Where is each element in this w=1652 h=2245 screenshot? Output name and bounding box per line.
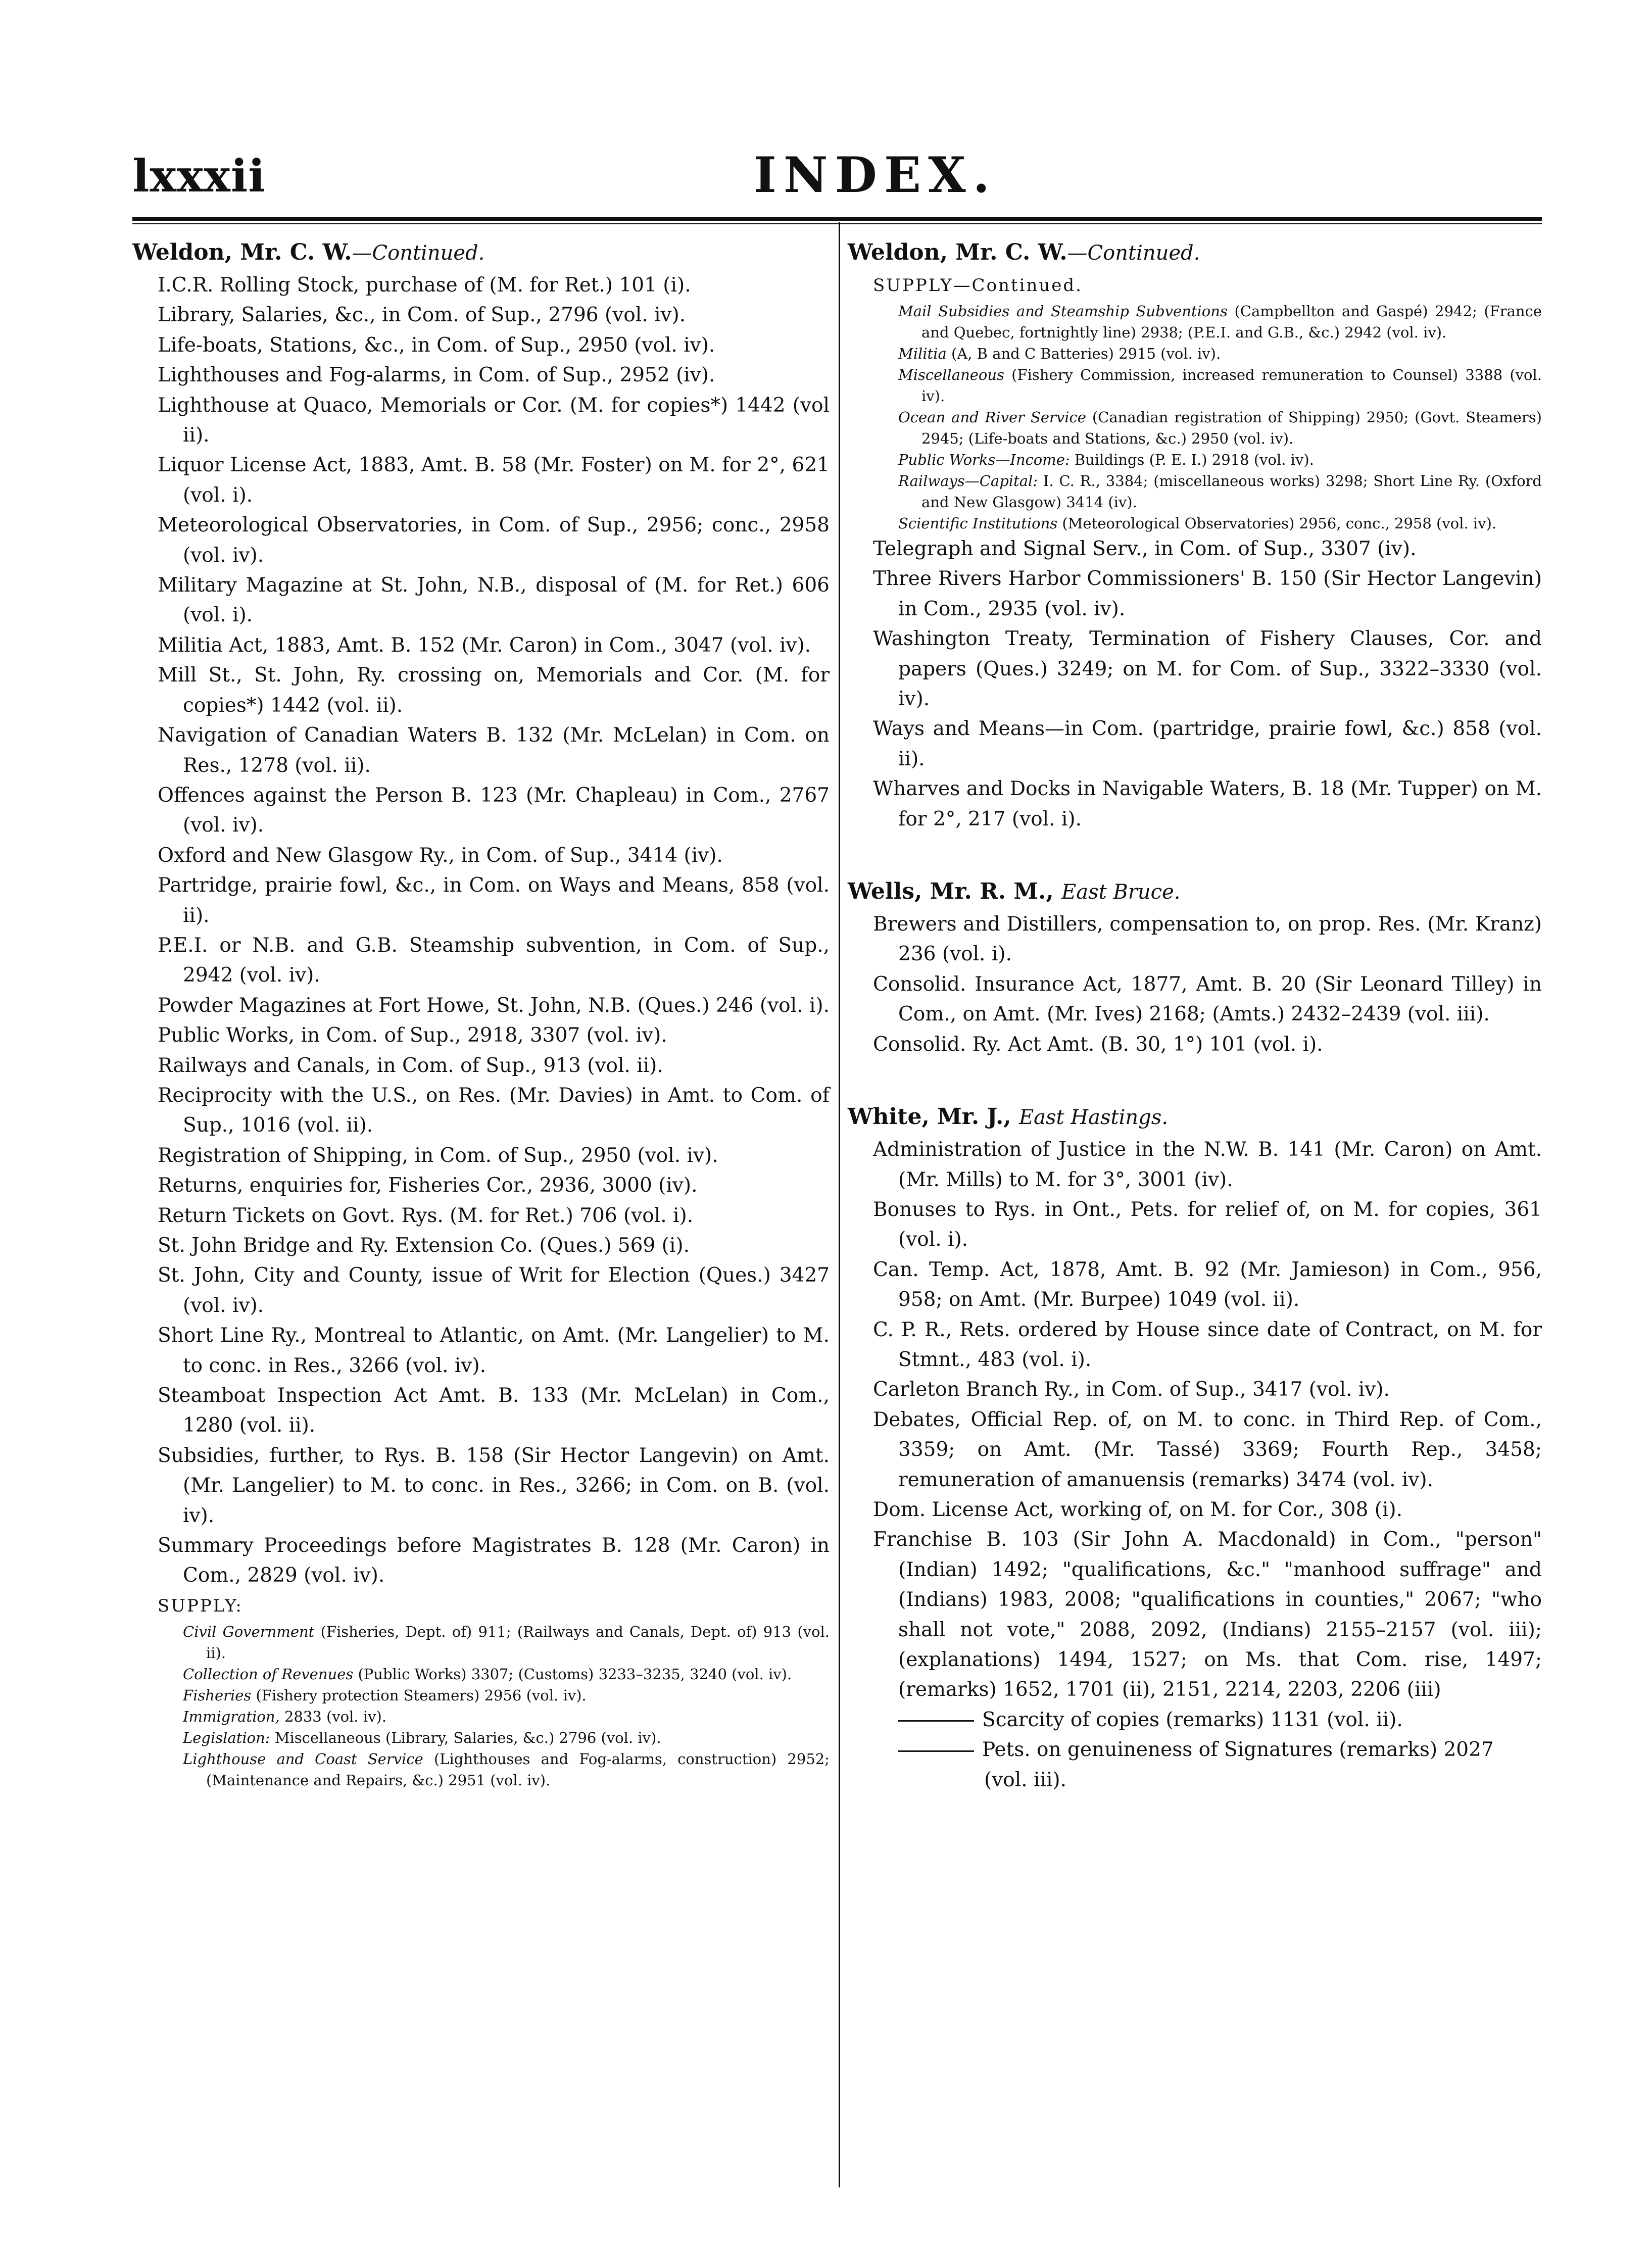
- supply-category: Militia: [898, 345, 947, 362]
- sub-entry-list: [848, 1705, 1542, 1795]
- supply-entry: [898, 343, 1542, 364]
- index-entry: Return Tickets on Govt. Rys. (M. for Ret.) 706 (vol. i).: [158, 1204, 694, 1227]
- index-entry: Debates, Official Rep. of, on M. to conc. in Third Rep. of Com., 3359; on Amt. (Mr. Tassé) 3369; Fourth Rep., 3458; remuneration of amanuensis (remarks) 3474 (vol. iv).: [873, 1408, 1542, 1491]
- supply-text: (Meteorological Observatories) 2956, conc., 2958 (vol. iv).: [1057, 515, 1497, 532]
- index-entry: Short Line Ry., Montreal to Atlantic, on Amt. (Mr. Langelier) to M. to conc. in Res., 3266 (vol. iv).: [158, 1324, 830, 1377]
- header-rule: [132, 217, 1542, 221]
- supply-entry: [898, 449, 1542, 470]
- index-entry: Summary Proceedings before Magistrates B. 128 (Mr. Caron) in Com., 2829 (vol. iv).: [158, 1534, 830, 1587]
- supply-text: I. C. R., 3384; (miscellaneous works) 3298; Short Line Ry. (Oxford and New Glasgow) 3414 (iv).: [921, 472, 1542, 511]
- supply-category: Mail Subsidies and Steamship Subventions: [898, 303, 1228, 320]
- index-entry: Steamboat Inspection Act Amt. B. 133 (Mr. McLelan) in Com., 1280 (vol. ii).: [158, 1384, 830, 1437]
- continued-label: —Continued.: [352, 241, 485, 265]
- index-entry: Navigation of Canadian Waters B. 132 (Mr. McLelan) in Com. on Res., 1278 (vol. ii).: [158, 724, 830, 777]
- index-entry: Ways and Means—in Com. (partridge, prairie fowl, &c.) 858 (vol. ii).: [873, 717, 1542, 770]
- index-entry: Library, Salaries, &c., in Com. of Sup., 2796 (vol. iv).: [158, 304, 686, 327]
- supply-category: Lighthouse and Coast Service: [183, 1750, 423, 1768]
- supply-text: (Canadian registration of Shipping) 2950; (Govt. Steamers) 2945; (Life-boats and Stations, &c.) 2950 (vol. iv).: [921, 409, 1542, 447]
- supply-text: (Campbellton and Gaspé) 2942; (France and Quebec, fortnightly line) 2938; (P.E.I. and G.B., &c.) 2942 (vol. iv).: [921, 303, 1542, 341]
- supply-text: Buildings (P. E. I.) 2918 (vol. iv).: [1070, 451, 1314, 468]
- entry-name: Weldon, Mr. C. W.: [132, 239, 352, 265]
- index-entry: Lighthouse at Quaco, Memorials or Cor. (M. for copies*) 1442 (vol ii).: [158, 394, 830, 447]
- ditto-dash: [898, 1750, 974, 1752]
- supply-category: Fisheries: [183, 1686, 252, 1704]
- index-entry: Offences against the Person B. 123 (Mr. Chapleau) in Com., 2767 (vol. iv).: [158, 784, 830, 837]
- supply-entry: [898, 407, 1542, 449]
- sub-entry-text: Scarcity of copies (remarks) 1131 (vol. ii).: [982, 1708, 1403, 1731]
- entry-heading: [848, 237, 1542, 268]
- continued-label: —Continued.: [1067, 241, 1200, 265]
- index-entry: Reciprocity with the U.S., on Res. (Mr. Davies) in Amt. to Com. of Sup., 1016 (vol. ii).: [158, 1084, 830, 1137]
- supply-category: Civil Government: [183, 1623, 315, 1640]
- entry-heading: [132, 237, 830, 268]
- sub-entry-text: Pets. on genuineness of Signatures (remarks) 2027 (vol. iii).: [982, 1738, 1494, 1791]
- index-entry: Lighthouses and Fog-alarms, in Com. of Sup., 2952 (iv).: [158, 364, 715, 387]
- supply-text: Miscellaneous (Library, Salaries, &c.) 2796 (vol. iv).: [270, 1729, 661, 1746]
- right-column: [848, 237, 1542, 1795]
- index-entry: Telegraph and Signal Serv., in Com. of Sup., 3307 (iv).: [873, 538, 1417, 560]
- supply-category: Scientific Institutions: [898, 515, 1058, 532]
- entry-list: [848, 1135, 1542, 1705]
- index-entry: Bonuses to Rys. in Ont., Pets. for relief of, on M. for copies, 361 (vol. i).: [873, 1198, 1542, 1251]
- page-header: [132, 147, 1542, 217]
- index-entry: Three Rivers Harbor Commissioners' B. 150 (Sir Hector Langevin) in Com., 2935 (vol. iv).: [873, 567, 1542, 620]
- entry-heading: [848, 1102, 1542, 1133]
- index-entry: St. John Bridge and Ry. Extension Co. (Ques.) 569 (i).: [158, 1234, 690, 1257]
- supply-category: Legislation:: [183, 1729, 270, 1746]
- column-divider: [839, 222, 840, 2187]
- supply-text: (Public Works) 3307; (Customs) 3233–3235, 3240 (vol. iv).: [353, 1665, 792, 1683]
- sub-entry: [898, 1705, 1542, 1735]
- supply-entry: [183, 1727, 830, 1748]
- index-entry: Carleton Branch Ry., in Com. of Sup., 3417 (vol. iv).: [873, 1378, 1390, 1401]
- index-entry: Consolid. Ry. Act Amt. (B. 30, 1°) 101 (vol. i).: [873, 1033, 1323, 1056]
- index-entry: Railways and Canals, in Com. of Sup., 913 (vol. ii).: [158, 1054, 663, 1077]
- entry-name: Weldon, Mr. C. W.: [848, 239, 1067, 265]
- entry-name: Wells, Mr. R. M.,: [848, 879, 1054, 905]
- index-entry: Mill St., St. John, Ry. crossing on, Memorials and Cor. (M. for copies*) 1442 (vol. ii).: [158, 664, 830, 717]
- index-entry: Liquor License Act, 1883, Amt. B. 58 (Mr. Foster) on M. for 2°, 621 (vol. i).: [158, 454, 830, 507]
- index-entry: St. John, City and County, issue of Writ for Election (Ques.) 3427 (vol. iv).: [158, 1264, 830, 1317]
- supply-list: [848, 301, 1542, 534]
- index-entry: Brewers and Distillers, compensation to, on prop. Res. (Mr. Kranz) 236 (vol. i).: [873, 913, 1542, 966]
- ditto-dash: [898, 1720, 974, 1722]
- index-entry: Dom. License Act, working of, on M. for Cor., 308 (i).: [873, 1498, 1402, 1521]
- supply-text: 2833 (vol. iv).: [279, 1707, 387, 1725]
- index-entry: Can. Temp. Act, 1878, Amt. B. 92 (Mr. Jamieson) in Com., 956, 958; on Amt. (Mr. Burpee) 1049 (vol. ii).: [873, 1258, 1542, 1311]
- supply-text: (Fisheries, Dept. of) 911; (Railways and Canals, Dept. of) 913 (vol. ii).: [206, 1623, 830, 1662]
- constituency: East Bruce.: [1061, 881, 1181, 904]
- entry-list: [132, 270, 830, 1591]
- supply-entry: [183, 1621, 830, 1664]
- index-entry: Oxford and New Glasgow Ry., in Com. of Sup., 3414 (iv).: [158, 844, 723, 867]
- supply-entry: [183, 1706, 830, 1727]
- index-entry: Life-boats, Stations, &c., in Com. of Sup., 2950 (vol. iv).: [158, 333, 715, 357]
- supply-category: Ocean and River Service: [898, 409, 1086, 426]
- index-entry: Partridge, prairie fowl, &c., in Com. on Ways and Means, 858 (vol. ii).: [158, 874, 830, 927]
- left-column: [132, 237, 830, 1791]
- supply-category: Immigration,: [183, 1707, 280, 1725]
- supply-text: (Fishery protection Steamers) 2956 (vol. iv).: [251, 1686, 587, 1704]
- supply-entry: [898, 470, 1542, 513]
- supply-text: (A, B and C Batteries) 2915 (vol. iv).: [946, 345, 1221, 362]
- entry-list: [848, 534, 1542, 834]
- index-entry: Franchise B. 103 (Sir John A. Macdonald) in Com., "person" (Indian) 1492; "qualifications, &c." "manhood suffrage" and (Indians) 1983, 2008; "qualifications in counties," 2067; "who shall not vote," 2088, 2092, (Indians) 2155–2157 (vol. iii); (explanations) 1494, 1527; on Ms. that Com. rise, 1497; (remarks) 1652, 1701 (ii), 2151, 2214, 2203, 2206 (iii): [873, 1528, 1542, 1701]
- supply-list: [132, 1621, 830, 1791]
- supply-label: SUPPLY:: [158, 1595, 243, 1616]
- page-heading: INDEX.: [754, 147, 997, 204]
- page-number: lxxxii: [132, 150, 266, 202]
- index-entry: Consolid. Insurance Act, 1877, Amt. B. 20 (Sir Leonard Tilley) in Com., on Amt. (Mr. Ives) 2168; (Amts.) 2432–2439 (vol. iii).: [873, 972, 1542, 1026]
- sub-entry: [898, 1735, 1542, 1795]
- index-entry: Public Works, in Com. of Sup., 2918, 3307 (vol. iv).: [158, 1024, 667, 1047]
- supply-category: Miscellaneous: [898, 366, 1004, 383]
- index-entry: Subsidies, further, to Rys. B. 158 (Sir Hector Langevin) on Amt. (Mr. Langelier) to M. to conc. in Res., 3266; in Com. on B. (vol. iv).: [158, 1444, 830, 1527]
- entry-name: White, Mr. J.,: [848, 1104, 1011, 1130]
- supply-entry: [183, 1664, 830, 1685]
- supply-entry: [183, 1748, 830, 1791]
- entry-heading: [848, 876, 1542, 907]
- index-entry: C. P. R., Rets. ordered by House since date of Contract, on M. for Stmnt., 483 (vol. i).: [873, 1318, 1542, 1371]
- supply-category: Collection of Revenues: [183, 1665, 354, 1683]
- index-entry: I.C.R. Rolling Stock, purchase of (M. for Ret.) 101 (i).: [158, 274, 691, 297]
- supply-entry: [898, 364, 1542, 407]
- entry-list: [848, 909, 1542, 1059]
- supply-entry: [898, 513, 1542, 534]
- index-entry: Wharves and Docks in Navigable Waters, B. 18 (Mr. Tupper) on M. for 2°, 217 (vol. i).: [873, 777, 1542, 831]
- supply-text: (Fishery Commission, increased remuneration to Counsel) 3388 (vol. iv).: [921, 366, 1542, 405]
- index-entry: P.E.I. or N.B. and G.B. Steamship subvention, in Com. of Sup., 2942 (vol. iv).: [158, 934, 830, 987]
- header-rule-thin: [132, 223, 1542, 224]
- supply-label: SUPPLY—Continued.: [873, 275, 1083, 296]
- index-entry: Powder Magazines at Fort Howe, St. John, N.B. (Ques.) 246 (vol. i).: [158, 994, 830, 1017]
- index-entry: Meteorological Observatories, in Com. of Sup., 2956; conc., 2958 (vol. iv).: [158, 514, 830, 567]
- supply-entry: [898, 301, 1542, 343]
- index-entry: Militia Act, 1883, Amt. B. 152 (Mr. Caron) in Com., 3047 (vol. iv).: [158, 633, 811, 657]
- index-entry: Military Magazine at St. John, N.B., disposal of (M. for Ret.) 606 (vol. i).: [158, 574, 830, 627]
- supply-entry: [183, 1685, 830, 1706]
- supply-category: Public Works—Income:: [898, 451, 1070, 468]
- index-entry: Washington Treaty, Termination of Fishery Clauses, Cor. and papers (Ques.) 3249; on M. for Com. of Sup., 3322–3330 (vol. iv).: [873, 627, 1542, 711]
- supply-category: Railways—Capital:: [898, 472, 1038, 490]
- index-entry: Administration of Justice in the N.W. B. 141 (Mr. Caron) on Amt. (Mr. Mills) to M. for 3°, 3001 (iv).: [873, 1138, 1542, 1191]
- constituency: East Hastings.: [1018, 1106, 1169, 1130]
- index-entry: Returns, enquiries for, Fisheries Cor., 2936, 3000 (iv).: [158, 1174, 698, 1197]
- supply-text: (Lighthouses and Fog-alarms, construction) 2952; (Maintenance and Repairs, &c.) 2951 (vol. iv).: [206, 1750, 830, 1789]
- index-entry: Registration of Shipping, in Com. of Sup., 2950 (vol. iv).: [158, 1144, 718, 1167]
